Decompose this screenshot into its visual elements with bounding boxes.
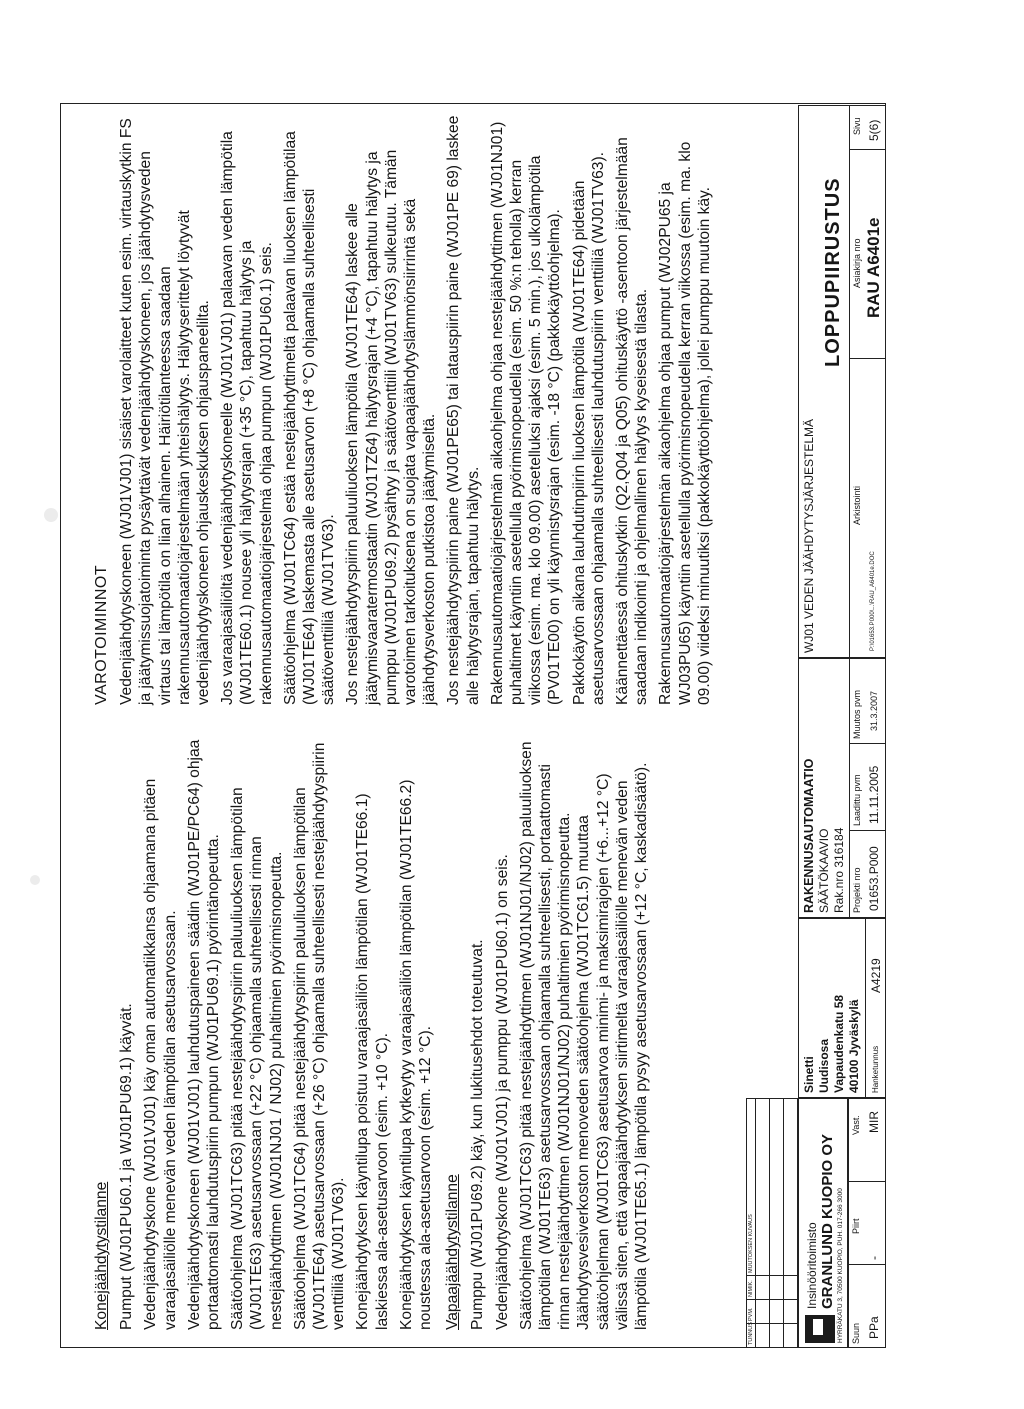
piirt-value: - xyxy=(867,1256,881,1260)
laadittu-value: 11.11.2005 xyxy=(867,765,881,824)
sivu-label: Sivu xyxy=(852,117,862,135)
muutos-label: Muutos pvm xyxy=(852,689,862,739)
varotoiminnot-paragraph: Säätöohjelma (WJ01TC64) estää nestejäähdyttimeltä palaavan liuoksen lämpötilaa (WJ01TE64) laskemasta alle asetusarvon (+8 °C) ohjaamalla suhteellisesti säätöventtiiliä (WJ01TV63). xyxy=(281,131,338,705)
revision-header-kuvaus: MUUTOKSEN KUVAUS xyxy=(748,1214,754,1273)
granlund-logo xyxy=(805,1315,835,1343)
konejaahdytys-paragraph: Vedenjäähdytyskone (WJ01VJ01) käy oman automatiikkansa ohjaamana pitäen varaajasäiliölle menevän veden lämpötilan asetusarvossaan. xyxy=(142,778,179,1330)
varotoiminnot-paragraph: Vedenjäähdytyskoneen (WJ01VJ01) sisäiset varolaitteet kuten esim. virtauskytkin FS ja jäätymissuojatoiminta pysäyttävät vedenjäähdytyskoneen, jos jäähdytysveden virtaus tai lämpötila on liian alhainen. Häiriötilanteessa saadaan rakennusautomaatiojärjestelmään yhteishälytys. Hälytyserittelyt löytyvät vedenjäähdytyskoneen ohjauskeskuksen ohjauspaneelilta. xyxy=(118,118,213,705)
konejaahdytys-paragraph: Vedenjäähdytyskoneen (WJ01VJ01) lauhdutuspaineen säädin (WJ01PE/PC64) ohjaa portaattomasti lauhdutuspiirin pumpun (WJ01PU69.1) pyörintänopeutta. xyxy=(185,739,223,1330)
asiakirja-label: Asiakirja nro xyxy=(852,238,862,288)
company-name: GRANLUND KUOPIO OY xyxy=(819,1133,836,1309)
laadittu-label: Laadittu pvm xyxy=(852,774,862,826)
vapaajaahdytys-paragraph: Pumppu (WJ01PU69.2) käy, kun lukitusehdot toteutuvat. xyxy=(469,939,487,1330)
company-line1: Insinööritoimisto xyxy=(805,1222,819,1309)
varotoiminnot-paragraph: Rakennusautomaatiojärjestelmän aikaohjelma ohjaa pumput (WJ02PU65 ja WJ03PU65) käyntiin asetellulla pyörimisnopeudella kerran viikossa (esim. ma. klo 09.00) viideksi minuutiksi (pakkokäyttöohjelma), jollei pumppu muutoin käy. xyxy=(657,141,713,705)
revision-header-tunnus: TUNNUS xyxy=(748,1322,754,1345)
konejaahdytys-paragraph: Konejäähdytyksen käyntilupa poistuu varaajasäiliön lämpötilan (WJ01TE66.1) laskiessa ala-asetusarvoon (esim. +10 °C). xyxy=(354,793,391,1330)
drawing-type-line3: Rak.nro 316184 xyxy=(832,827,846,913)
designer-suun xyxy=(848,1264,886,1348)
sivu-cell xyxy=(849,105,886,150)
varotoiminnot-heading: VAROTOIMINNOT xyxy=(93,564,110,705)
client-block xyxy=(798,918,866,1098)
projekti-label: Projekti nro xyxy=(852,867,862,913)
muutos-cell xyxy=(849,658,886,744)
varotoiminnot-paragraph: Käännettäessä ohituskytkin (Q2,Q04 ja Q05) ohituskäyttö -asentoon järjestelmään saadaan indikointi ja ohjelmallinen hälytys kyseisestä tilasta. xyxy=(614,137,651,705)
designer-piirt xyxy=(848,1181,886,1265)
suun-label: Suun xyxy=(851,1322,861,1344)
piirt-label: Piirt xyxy=(851,1218,861,1234)
vast-value: MIR xyxy=(867,1111,881,1133)
laadittu-cell xyxy=(849,743,886,831)
hanketunnus-value: A4219 xyxy=(869,958,883,993)
scan-mark xyxy=(44,508,58,522)
revision-header-pvm: PVM. xyxy=(748,1307,754,1321)
varotoiminnot-paragraph: Pakkokäytön aikana lauhdutinpiirin liuoksen lämpötila (WJ01TE64) pidetään asetusarvossaan ohjaamalla suhteellisesti lauhdutuspiirin venttiiliä (WJ01TV63). xyxy=(570,152,607,705)
varotoiminnot-paragraph: Jos nestejäähdytyspiirin paluuliuoksen lämpötila (WJ01TE64) laskee alle jäätymisvaaratermostaatin (WJ01TZ64) hälytysrajan (+4 °C), tapahtuu hälytys ja pumppu (WJ01PU69.2) pysähtyy ja säätöventtiili (WJ01TV63) sulkeutuu. Tämän varotoimen tarkoituksena on suojata vapaajäähdytyslämmönsiirrintä sekä jäähdytysverkoston putkistoa jäätymiseltä. xyxy=(344,149,439,705)
varotoiminnot-paragraph: Jos nestejäähdytyspiirin paine (WJ01PE65) tai latauspiirin paine (WJ01PE 69) laskee alle hälytysrajan, tapahtuu hälytys. xyxy=(445,115,482,705)
konejaahdytys-paragraph: Säätöohjelma (WJ01TC63) pitää nestejäähdytyspiirin paluuliuoksen lämpötilan (WJ01TE63) asetusarvossaan (+22 °C) ohjaamalla suhteellisesti rinnan nestejäähdyttimen (WJ01NJ01 / NJ02) puhaltimien pyörimisnopeutta. xyxy=(229,787,285,1330)
konejaahdytys-heading: Konejäähdytystilanne xyxy=(93,1181,110,1330)
drawing-sheet xyxy=(60,103,886,1348)
arkistointi-label: Arkistointi xyxy=(852,485,862,525)
left-column xyxy=(92,738,656,1330)
system-title-block xyxy=(798,105,850,658)
asiakirja-cell xyxy=(849,149,886,359)
projekti-cell xyxy=(849,830,886,918)
designer-vast xyxy=(848,1098,886,1182)
hanketunnus-label: Hanketunnus xyxy=(871,1045,880,1093)
right-column xyxy=(92,115,719,705)
asiakirja-value: RAU A6401e xyxy=(864,217,883,318)
konejaahdytys-paragraph: Konejäähdytyksen käyntilupa kytkeytyy varaajasäiliön lämpötilan (WJ01TE66.2) noustessa ala-asetusarvoon (esim. +12 °C). xyxy=(397,779,435,1330)
drawing-type-line2: SÄÄTÖKAAVIO xyxy=(817,828,831,913)
projekti-value: 01653.P000 xyxy=(867,846,881,911)
arkistointi-cell xyxy=(849,358,886,658)
company-block xyxy=(798,1098,848,1348)
muutos-value: 31.3.2007 xyxy=(869,690,879,731)
drawing-type-block xyxy=(798,658,850,918)
system-title: WJ01 VEDEN JÄÄHDYTYSJÄRJESTELMÄ xyxy=(802,418,816,653)
title-block xyxy=(746,103,886,1348)
hanketunnus-cell xyxy=(865,918,886,1098)
client-line3: Vapaudenkatu 58 xyxy=(832,994,846,1093)
sivu-value: 5(6) xyxy=(867,119,881,141)
vapaajaahdytys-heading: Vapaajäähdytystilanne xyxy=(444,1174,462,1330)
varotoiminnot-paragraph: Jos varaajasäiliöltä vedenjäähdytyskoneelle (WJ01VJ01) palaavan veden lämpötila (WJ01TE60.1) nousee yli hälytysrajan (+35 °C), tapahtuu hälytys ja rakennusautomaatiojärjestelmä ohjaa pumpun (WJ01PU60.1) seis. xyxy=(219,131,275,705)
revision-table xyxy=(746,1098,798,1348)
varotoiminnot-paragraph: Rakennusautomaatiojärjestelmän aikaohjelma ohjaa nestejäähdyttimen (WJ01NJ01) puhaltimet käyntiin asetellulla pyörimisnopeudella (esim. 50 %:n teholla) kerran viikossa (esim. ma. klo 09.00) asetelluksi ajaksi (esim. 5 min.), jos ulkolämpötila (PV01TE00) on yli käynnistysrajan (esim. -18 °C) (pakkokäyttöohjelma). xyxy=(488,121,564,705)
client-line1: Sinetti xyxy=(802,1056,816,1093)
vast-label: Vast. xyxy=(851,1115,861,1135)
drawing-type-line1: RAKENNUSAUTOMAATIO xyxy=(802,758,816,913)
client-line2: Uudisosa xyxy=(817,1038,831,1093)
company-address: HYRRÄKATU 3, 70500 KUOPIO, PUH. 017-266 3000 xyxy=(837,1188,844,1343)
konejaahdytys-paragraph: Säätöohjelma (WJ01TC64) pitää nestejäähdytyspiirin paluuliuoksen lämpötilan (WJ01TE64) asetusarvossaan (+26 °C) ohjaamalla suhteellisesti nestejäähdytyspiirin venttiiliä (WJ01TV63). xyxy=(291,742,348,1330)
arkistointi-value: P:\01653.P000\...\RAU_A6401e.DOC xyxy=(870,551,876,651)
revision-header-nimik: NIMIK. xyxy=(748,1280,754,1297)
stage-label: LOPPUPIIRUSTUS xyxy=(822,177,844,367)
konejaahdytys-paragraph: Pumput (WJ01PU60.1 ja WJ01PU69.1) käyvät. xyxy=(118,1003,136,1330)
vapaajaahdytys-paragraph: Säätöohjelma (WJ01TC63) pitää nestejäähdyttimen (WJ01NJ01/NJ02) paluuliuoksen lämpötilan (WJ01TE63) asetusarvossaan ohjaamalla suhteellisesti, portaattomasti rinnan nestejäähdyttimen (WJ01NJ01/NJ02) puhaltimien pyörimisnopeutta. Jäähdytysvesiverkoston menoveden säätöohjelma (WJ01TC61.5) muuttaa säätöohjelman (WJ01TC63) asetusarvoa minimi- ja maksimirajojen (+6...+12 °C) välissä siten, että vapaajäähdytyksen siirtimeltä varaajasäiliölle menevän veden lämpötila (WJ01TE65.1) lämpötila pysyy asetusarvossaan (+12 °C, kaskadisäätö). xyxy=(517,741,651,1330)
client-line4: 40100 Jyväskylä xyxy=(847,999,861,1093)
suun-value: PPa xyxy=(867,1316,881,1339)
scan-mark xyxy=(30,875,40,885)
vapaajaahdytys-paragraph: Vedenjäähdytyskone (WJ01VJ01) ja pumppu (WJ01PU60.1) on seis. xyxy=(493,854,511,1330)
